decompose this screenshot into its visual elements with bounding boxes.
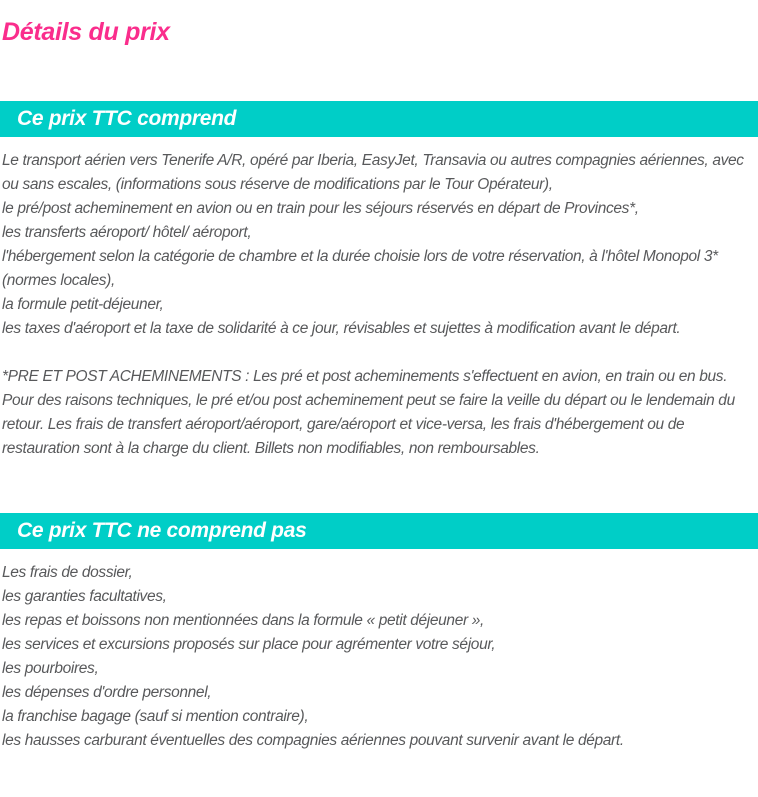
- pre-post-acheminements-note: *PRE ET POST ACHEMINEMENTS : Les pré et post acheminements s'effectuent en avion, en train ou en bus. Pour des raisons techniques, le pré et/ou post acheminement peut se faire la veille du départ ou le lendemain du retour. Les frais de transfert aéroport/aéroport, gare/aéroport et vice-versa, les frais d'hébergement ou de restauration sont à la charge du client. Billets non modifiables, non remboursables.: [2, 368, 735, 457]
- section-includes: [0, 101, 758, 461]
- exclude-item: les hausses carburant éventuelles des compagnies aériennes pouvant survenir avant le départ.: [2, 732, 624, 749]
- section-excludes: [0, 513, 758, 753]
- include-item: Le transport aérien vers Tenerife A/R, opéré par Iberia, EasyJet, Transavia ou autres compagnies aériennes, avec ou sans escales, (informations sous réserve de modifications par le Tour Opérateur),: [2, 152, 744, 193]
- section-excludes-header: Ce prix TTC ne comprend pas: [0, 513, 758, 549]
- exclude-item: les pourboires,: [2, 660, 99, 677]
- page-title: Détails du prix: [2, 18, 170, 46]
- include-item: l'hébergement selon la catégorie de chambre et la durée choisie lors de votre réservation, à l'hôtel Monopol 3* (normes locales),: [2, 248, 718, 289]
- section-includes-header: Ce prix TTC comprend: [0, 101, 758, 137]
- includes-list: [0, 149, 758, 341]
- include-item: le pré/post acheminement en avion ou en train pour les séjours réservés en départ de Provinces*,: [2, 200, 639, 217]
- include-item: les transferts aéroport/ hôtel/ aéroport,: [2, 224, 252, 241]
- exclude-item: les dépenses d'ordre personnel,: [2, 684, 212, 701]
- exclude-item: les repas et boissons non mentionnées dans la formule « petit déjeuner »,: [2, 612, 484, 629]
- price-details-page: [0, 18, 758, 797]
- exclude-item: la franchise bagage (sauf si mention contraire),: [2, 708, 309, 725]
- exclude-item: les garanties facultatives,: [2, 588, 167, 605]
- exclude-item: Les frais de dossier,: [2, 564, 133, 581]
- include-item: les taxes d'aéroport et la taxe de solidarité à ce jour, révisables et sujettes à modification avant le départ.: [2, 320, 681, 337]
- excludes-list: [0, 561, 758, 753]
- include-item: la formule petit-déjeuner,: [2, 296, 164, 313]
- exclude-item: les services et excursions proposés sur place pour agrémenter votre séjour,: [2, 636, 496, 653]
